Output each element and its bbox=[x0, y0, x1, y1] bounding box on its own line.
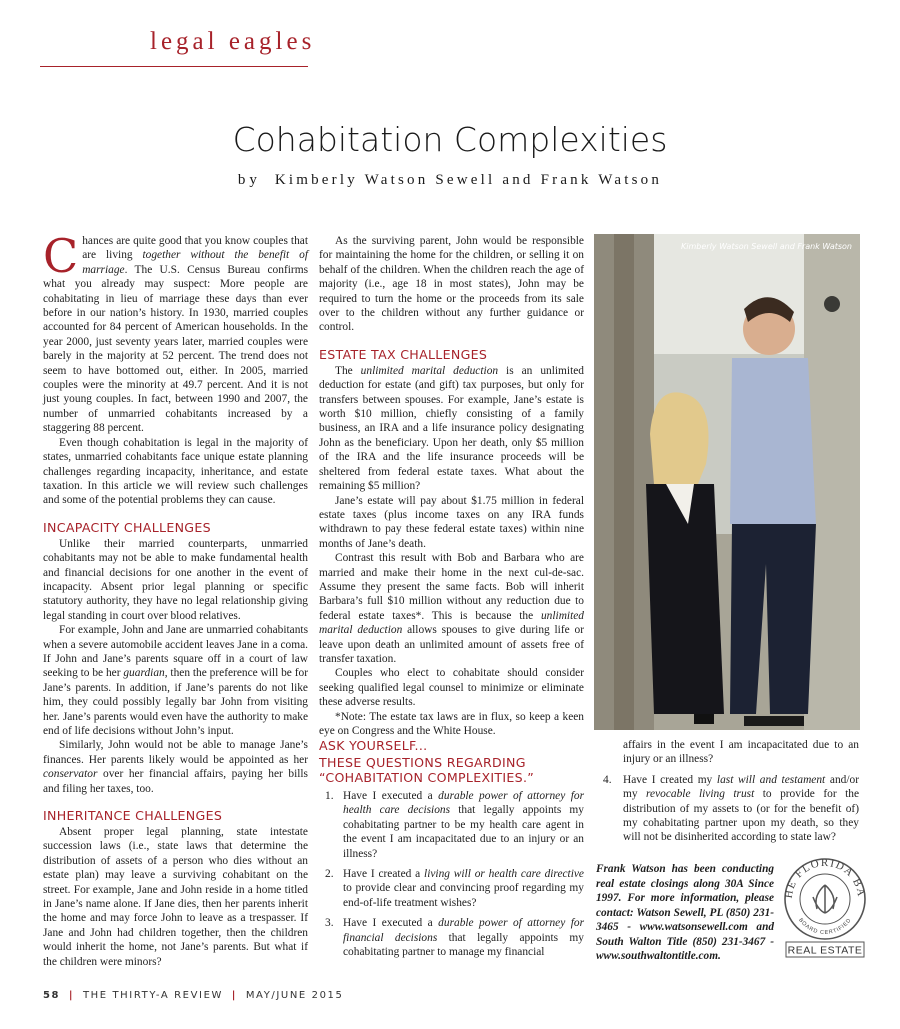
paragraph bbox=[319, 364, 584, 494]
text-run: allows spouses to give during life or leave upon death an unlimited amount of assets free of transfer taxation. bbox=[319, 624, 584, 665]
text-run: that legally appoints my cohabitating partner to be my health care agent in the event I am incapacitated due to an injury or an illness? bbox=[343, 804, 584, 860]
author-2-last: Watson bbox=[598, 172, 663, 188]
question-list-continued bbox=[597, 738, 859, 845]
emphasis: durable power of attorney for health care decisions bbox=[343, 790, 584, 817]
ask-yourself-section bbox=[319, 738, 584, 965]
text-run: Similarly, John would not be able to manage Jane’s finances. Her parents likely would be appointed as her bbox=[43, 739, 308, 766]
question-number: 1. bbox=[325, 790, 334, 802]
text-run: Have I executed a bbox=[343, 917, 439, 930]
text-run: to provide clear and convincing proof regarding my end-of-life treatment wishes? bbox=[343, 882, 584, 909]
text-run: Have I created my bbox=[623, 773, 717, 786]
text-run: over her financial affairs, paying her bills and filing her taxes, too. bbox=[43, 768, 308, 795]
paragraph: Couples who elect to cohabitate should consider seeking qualified legal counsel to minimize or eliminate these adverse results. bbox=[319, 667, 584, 709]
text-run: For example, John and Jane are unmarried cohabitants when a severe automobile accident leaves Jane in a coma. If John and Jane’s parents square off in a court of law seeking to be her bbox=[43, 624, 308, 680]
question-number: 4. bbox=[603, 773, 612, 786]
publication-name: THE THIRTY-A REVIEW bbox=[82, 990, 223, 1001]
column-2 bbox=[319, 234, 584, 738]
seal-top-text: HE FLORIDA BA bbox=[782, 856, 868, 900]
footer-separator: | bbox=[68, 990, 75, 1001]
text-run: . The U.S. Census Bureau confirms what you already may suspect: More people are cohabitating in lieu of marriage these days than ever before in our nation’s history. In 1930, married couples accounted for 84 percent of American households. In the year 2000, just seventy years later, married couples were barely in the majority at 52 percent. The trend does not seem to have bottomed out, either. In 2005, married couples were the minority at 49.7 percent. And it is not just young couples. In fact, between 1990 and 2007, the number of unmarried cohabitants increased by a staggering 88 percent. bbox=[43, 263, 308, 435]
seal-bottom-text: BOARD CERTIFIED bbox=[797, 917, 853, 937]
text-run: The bbox=[335, 364, 361, 377]
page-number: 58 bbox=[43, 990, 61, 1001]
page-footer bbox=[43, 990, 343, 1001]
paragraph: As the surviving parent, John would be responsible for maintaining the home for the children, or selling it on behalf of the children. When the children reach the age of majority (i.e., age 18 in most states), John may be required to turn the home or the proceeds from its sale over to the children without any further guidance or control. bbox=[319, 235, 584, 334]
question-item bbox=[319, 867, 584, 910]
text-run: Have I created a bbox=[343, 868, 425, 881]
seal-label: REAL ESTATE bbox=[787, 944, 863, 957]
emphasis: guardian bbox=[123, 667, 165, 680]
question-item-continued bbox=[597, 738, 859, 767]
author-1-last: Sewell bbox=[435, 172, 496, 188]
footer-separator: | bbox=[231, 990, 238, 1001]
byline-and: and bbox=[502, 172, 534, 188]
photo-caption: Kimberly Watson Sewell and Frank Watson bbox=[681, 242, 852, 251]
emphasis: unlimited marital deduction bbox=[360, 364, 499, 377]
byline bbox=[0, 172, 900, 189]
column-3-lower bbox=[597, 738, 859, 851]
heading-inheritance: INHERITANCE CHALLENGES bbox=[43, 808, 223, 824]
section-rule bbox=[40, 66, 308, 67]
author-photo bbox=[594, 234, 860, 730]
section-tag: legal eagles bbox=[150, 28, 316, 55]
florida-bar-seal bbox=[782, 855, 868, 959]
paragraph: Absent proper legal planning, state intestate succession laws (i.e., state laws that determine the distribution of assets of a person who dies without an estate plan) may leave a surviving cohabitant on the street. For example, Jane and John reside in a home titled in Jane’s name alone. If Jane dies, then her parents inherit the home and may force John to leave as a trespasser. If Jane and John had children together, then the children would inherit the home, not Jane’s parents. But what if the children were minors? bbox=[43, 826, 308, 968]
paragraph bbox=[43, 623, 308, 738]
emphasis: durable power of attorney for financial decisions bbox=[343, 917, 584, 944]
issue-date: MAY/JUNE 2015 bbox=[245, 990, 344, 1001]
text-run: hances are quite good that you know couples that are living bbox=[82, 235, 308, 262]
photo-illustration bbox=[594, 234, 860, 730]
text-run: and/or my bbox=[623, 773, 859, 801]
article-title: Cohabitation Complexities bbox=[232, 120, 668, 159]
byline-by: by bbox=[237, 172, 261, 188]
text-run: to provide for the distribution of my assets to (or for the benefit of) my cohabitating partner upon my death, so they will not be disinherited according to state law? bbox=[623, 788, 859, 844]
paragraph: Even though cohabitation is legal in the majority of states, unmarried cohabitants face unique estate planning challenges regarding incapacity, inheritance, and estate taxation. In this article we will review such challenges and some of the potential problems they can cause. bbox=[43, 436, 308, 507]
emphasis: living will or health care directive bbox=[424, 868, 584, 881]
text-run: , then the preference will be for Jane’s parents. In addition, if Jane’s parents do not like him, they could possibly legally bar John from visiting her. Jane’s parents would even have the authority to make end of life decisions without John’s input. bbox=[43, 667, 308, 737]
author-2-first: Frank bbox=[540, 172, 592, 188]
emphasis: last will and testament bbox=[716, 773, 826, 786]
question-item bbox=[319, 789, 584, 861]
question-number: 2. bbox=[325, 868, 334, 881]
drop-cap: C bbox=[43, 229, 79, 283]
author-1-middle: Watson bbox=[364, 172, 429, 188]
intro-paragraph bbox=[43, 229, 308, 436]
question-item bbox=[597, 773, 859, 845]
ask-heading-2: THESE QUESTIONS REGARDING bbox=[319, 755, 526, 770]
question-number: 3. bbox=[325, 917, 334, 930]
heading-incapacity: INCAPACITY CHALLENGES bbox=[43, 519, 211, 535]
author-bio: Frank Watson has been conducting real estate closings along 30A Since 1997. For more information, please contact: Watson Sewell, PL (850) 231-3465 - www.watsonsewell.com and South Walton Title (850) 231-3467 - www.southwaltontitle.com. bbox=[596, 863, 774, 962]
ask-heading-3: “COHABITATION COMPLEXITIES.” bbox=[319, 770, 535, 785]
text-run: Have I executed a bbox=[343, 790, 439, 802]
seal-logo-icon bbox=[782, 855, 868, 959]
paragraph: Unlike their married counterparts, unmarried cohabitants may not be able to make fundamental health and financial decisions for one another in the event of incapacity. Absent prior legal planning or specific statutory authority, they have no legal relationship giving legal standing in court over blood relatives. bbox=[43, 537, 308, 622]
text-run: is an unlimited deduction for estate (and gift) tax purposes, but only for transfers between spouses. For example, Jane’s estate is worth $10 million, chiefly consisting of a family business, an IRA and a life insurance policy designating John as the beneficiary. Upon her death, only $5 million of the IRA and the life insurance proceeds will be sheltered from federal estate taxes. What about the remaining $5 million? bbox=[319, 364, 584, 493]
emphasis: together without the benefit of marriage bbox=[82, 249, 308, 276]
heading-estate-tax: ESTATE TAX CHALLENGES bbox=[319, 346, 488, 362]
emphasis: conservator bbox=[43, 768, 98, 781]
text-run: Contrast this result with Bob and Barbara who are married and make their home in the next cul-de-sac. Assume they present the same facts. Bob will inherit Barbara’s full $10 million without any reduction due to federal estate taxes*. This is because the bbox=[319, 552, 584, 622]
emphasis: unlimited marital deduction bbox=[319, 609, 584, 637]
text-run: affairs in the event I am incapacitated due to an injury or an illness? bbox=[623, 739, 859, 766]
ask-heading-1: ASK YOURSELF... bbox=[319, 738, 428, 753]
paragraph bbox=[319, 551, 584, 666]
question-list bbox=[319, 789, 584, 959]
column-1 bbox=[43, 229, 308, 969]
text-run: that legally appoints my cohabitating partner to manage my financial bbox=[343, 931, 584, 959]
paragraph bbox=[43, 738, 308, 796]
question-item bbox=[319, 916, 584, 959]
emphasis: revocable living trust bbox=[646, 788, 755, 801]
paragraph: Jane’s estate will pay about $1.75 million in federal estate taxes (plus income taxes on any IRA funds withdrawn to pay these federal estate taxes) within nine months of Jane’s death. bbox=[319, 494, 584, 550]
paragraph: *Note: The estate tax laws are in flux, so keep a keen eye on Congress and the White House. bbox=[319, 710, 584, 737]
author-1-first: Kimberly bbox=[274, 172, 358, 188]
